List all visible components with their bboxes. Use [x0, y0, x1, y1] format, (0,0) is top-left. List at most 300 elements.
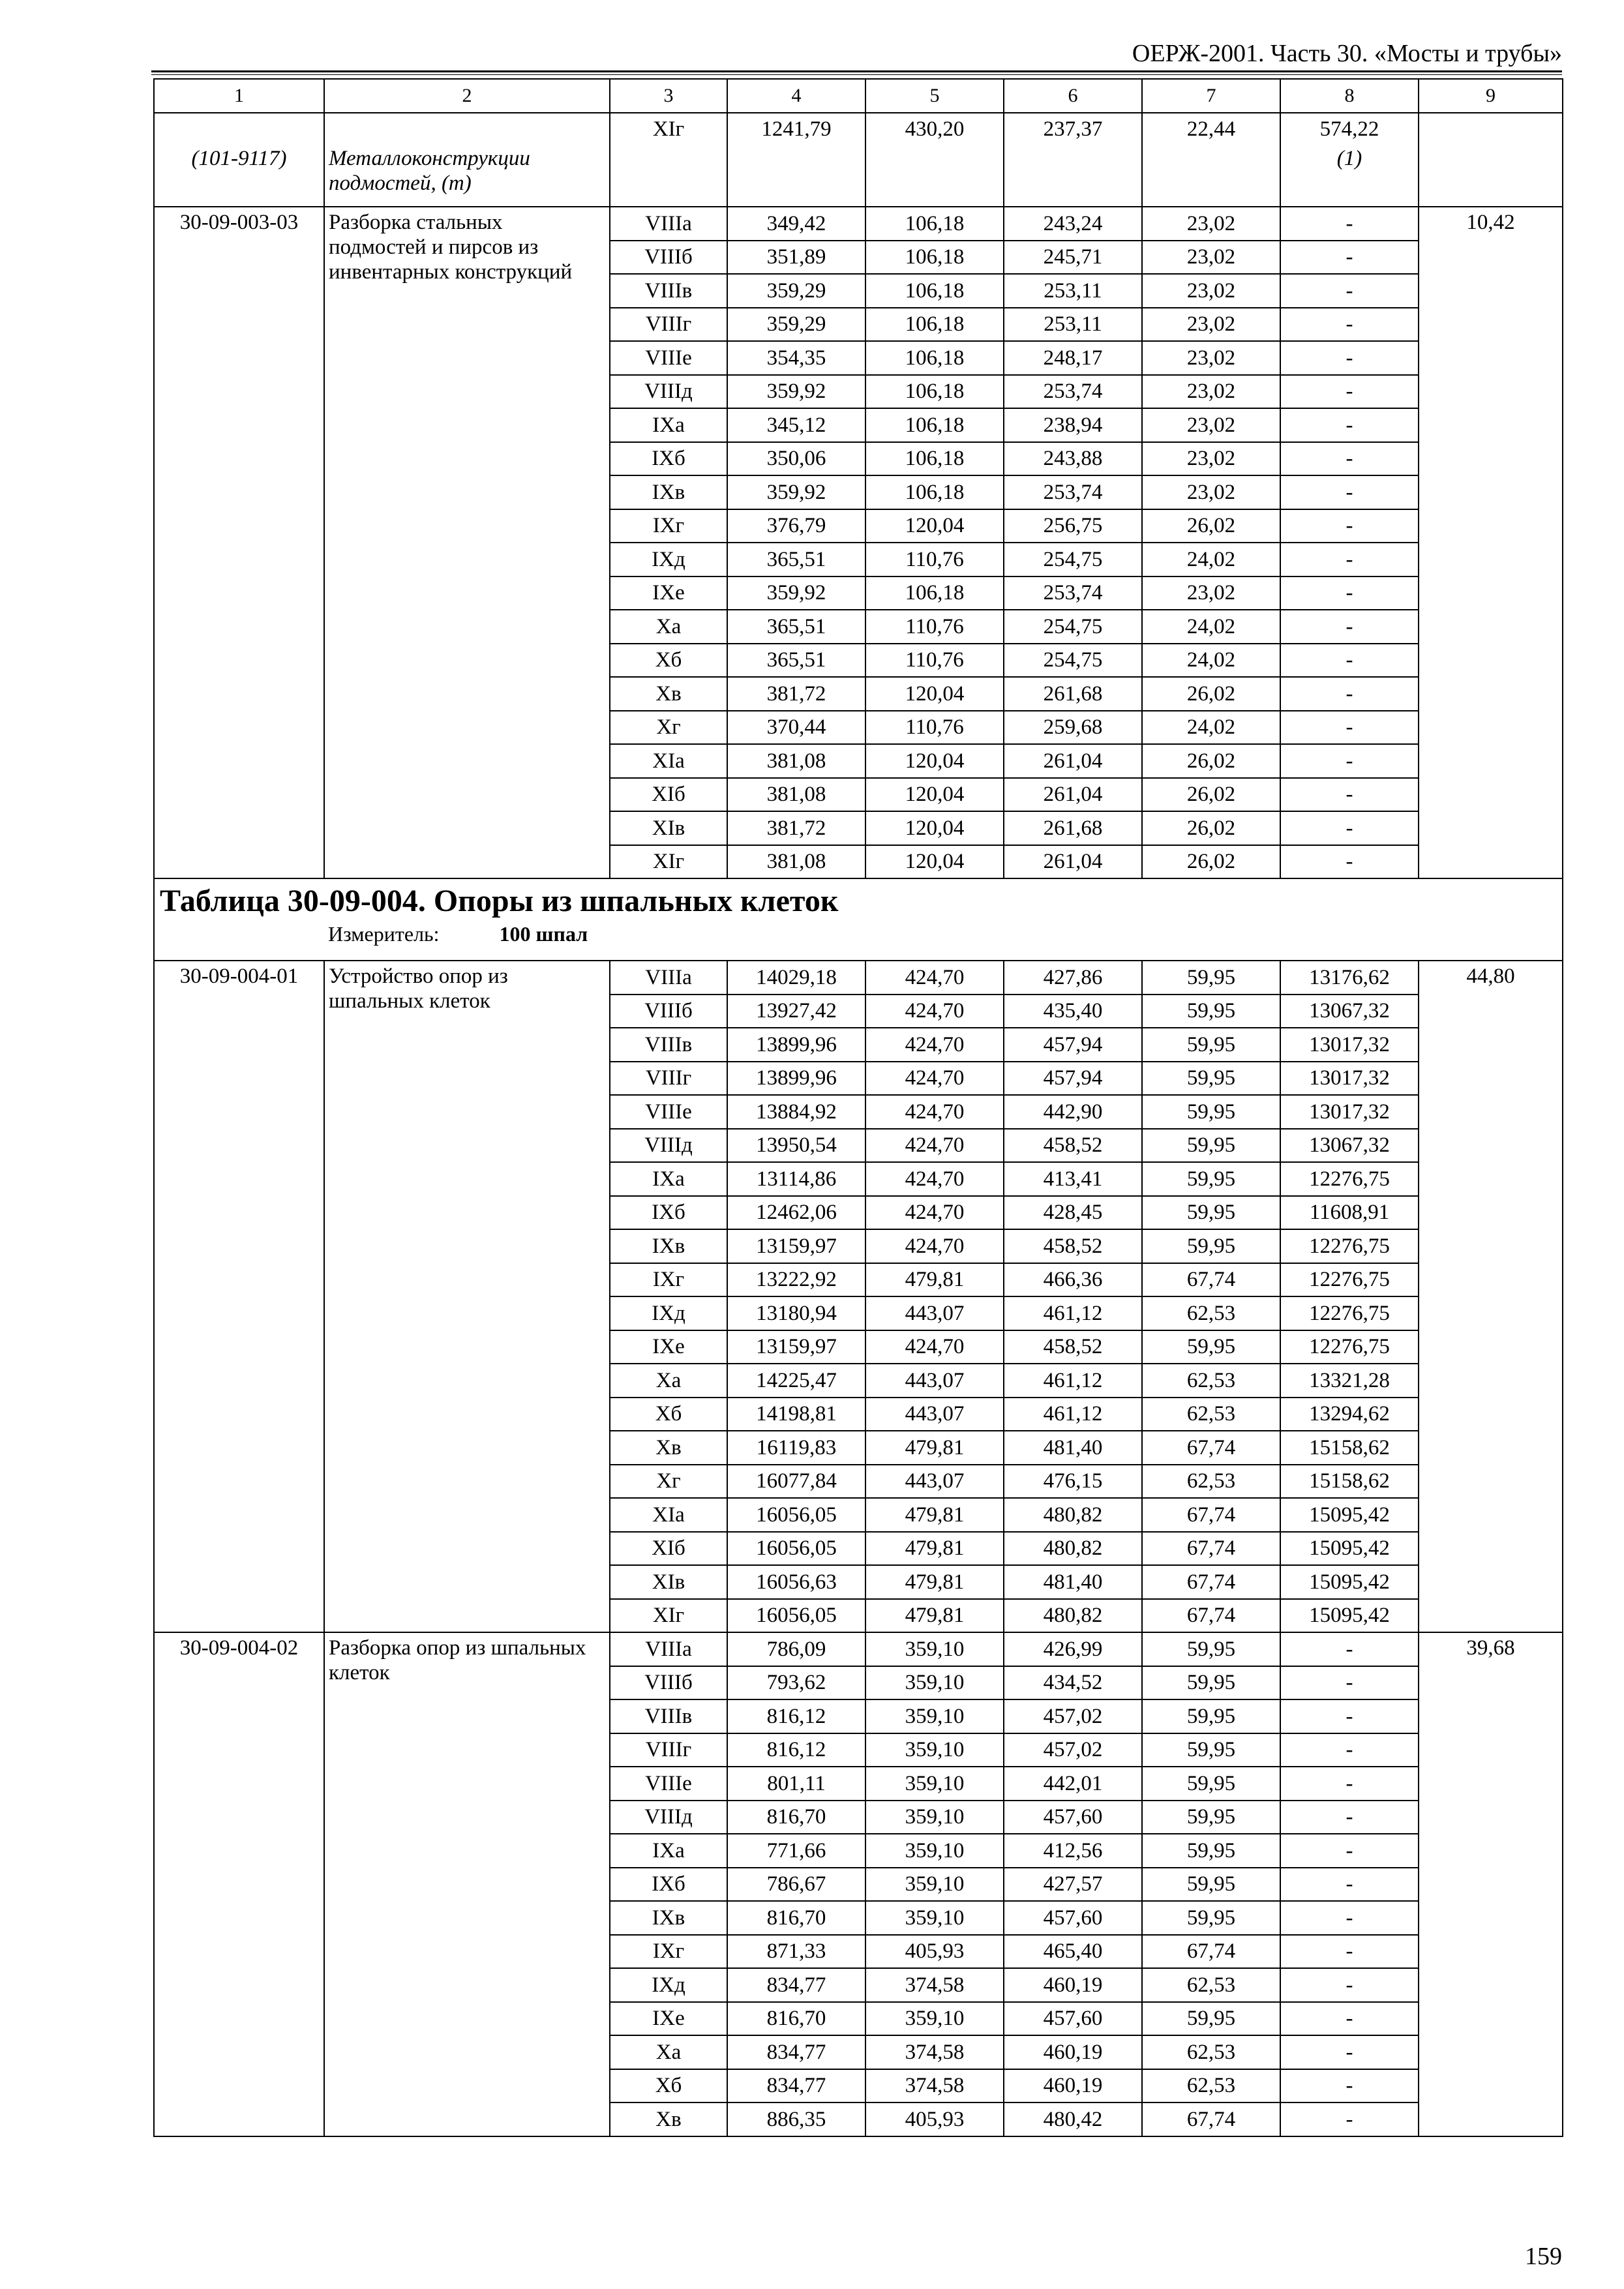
value-cell: 106,18	[865, 241, 1004, 275]
value-cell: 254,75	[1004, 610, 1142, 644]
value-cell: 381,72	[727, 677, 865, 711]
value-cell: -	[1280, 1632, 1419, 1666]
value-cell: 106,18	[865, 408, 1004, 442]
value-cell: 26,02	[1142, 509, 1280, 543]
value-cell: 106,18	[865, 274, 1004, 308]
zone-cell: Xб	[610, 644, 727, 678]
value-cell: 15095,42	[1280, 1498, 1419, 1532]
value-cell: 26,02	[1142, 811, 1280, 845]
value-cell: 261,68	[1004, 677, 1142, 711]
zone-cell: IXе	[610, 2002, 727, 2036]
value-cell: 435,40	[1004, 995, 1142, 1028]
column-number-row	[154, 79, 1563, 113]
value-cell: 261,04	[1004, 778, 1142, 812]
value-cell: 16056,05	[727, 1599, 865, 1633]
table-title-row	[154, 878, 1563, 961]
value-cell: 15158,62	[1280, 1431, 1419, 1465]
value-cell: 23,02	[1142, 576, 1280, 610]
column-number: 2	[324, 79, 610, 113]
value-cell: 110,76	[865, 644, 1004, 678]
value-cell: 67,74	[1142, 1263, 1280, 1297]
value-cell: 424,70	[865, 1095, 1004, 1129]
value-cell: -	[1280, 308, 1419, 342]
value-cell: 359,10	[865, 2002, 1004, 2036]
value-cell: 816,70	[727, 2002, 865, 2036]
zone-cell: IXг	[610, 1935, 727, 1969]
value-cell: 59,95	[1142, 1062, 1280, 1096]
rate-code: 30-09-004-02	[154, 1632, 324, 2136]
value-cell: 480,82	[1004, 1532, 1142, 1566]
value-cell: 359,10	[865, 1901, 1004, 1935]
zone-cell: IXб	[610, 1868, 727, 1902]
value-cell: 254,75	[1004, 543, 1142, 576]
value-cell: 816,12	[727, 1699, 865, 1733]
value-cell: 59,95	[1142, 2002, 1280, 2036]
column-number: 4	[727, 79, 865, 113]
value-cell: 480,82	[1004, 1599, 1142, 1633]
value-cell: 120,04	[865, 845, 1004, 879]
zone-cell: XIг	[610, 1599, 727, 1633]
value-cell: 120,04	[865, 509, 1004, 543]
value-cell: 245,71	[1004, 241, 1142, 275]
value-cell: 13321,28	[1280, 1364, 1419, 1398]
value-cell: 62,53	[1142, 1364, 1280, 1398]
zone-cell: Xб	[610, 2069, 727, 2103]
value-cell: -	[1280, 778, 1419, 812]
value-cell: 479,81	[865, 1431, 1004, 1465]
value-cell: 443,07	[865, 1398, 1004, 1431]
value-cell: 442,01	[1004, 1767, 1142, 1801]
value-cell: 480,82	[1004, 1498, 1142, 1532]
value-cell: 365,51	[727, 610, 865, 644]
value-cell: 59,95	[1142, 961, 1280, 995]
value-cell: 359,92	[727, 576, 865, 610]
value-cell: 443,07	[865, 1364, 1004, 1398]
value-cell: 106,18	[865, 442, 1004, 476]
column-number: 8	[1280, 79, 1419, 113]
zone-cell: VIIIе	[610, 1095, 727, 1129]
zone-cell: IXд	[610, 1296, 727, 1330]
value-cell: 256,75	[1004, 509, 1142, 543]
zone-cell: VIIIб	[610, 241, 727, 275]
value-cell: 430,20	[865, 113, 1004, 145]
value-cell: 479,81	[865, 1565, 1004, 1599]
zone-cell: Xа	[610, 2035, 727, 2069]
zone-cell: IXг	[610, 1263, 727, 1297]
value-cell: -	[1280, 1666, 1419, 1700]
value-cell: 479,81	[865, 1498, 1004, 1532]
value-cell: 15095,42	[1280, 1532, 1419, 1566]
value-cell: 248,17	[1004, 341, 1142, 375]
value-cell: 26,02	[1142, 845, 1280, 879]
value-cell: 59,95	[1142, 1095, 1280, 1129]
value-cell: -	[1280, 2069, 1419, 2103]
value-cell: 443,07	[865, 1296, 1004, 1330]
value-cell: 816,70	[727, 1801, 865, 1834]
value-cell: 67,74	[1142, 1599, 1280, 1633]
value-cell: 786,67	[727, 1868, 865, 1902]
value-cell: 481,40	[1004, 1431, 1142, 1465]
zone-cell: IXб	[610, 1196, 727, 1230]
labor-cost-cell: 39,68	[1419, 1632, 1563, 2136]
value-cell: 12462,06	[727, 1196, 865, 1230]
value-cell: 461,12	[1004, 1296, 1142, 1330]
value-cell: 237,37	[1004, 113, 1142, 145]
value-cell: 457,94	[1004, 1028, 1142, 1062]
value-cell: 457,60	[1004, 1901, 1142, 1935]
value-cell: -	[1280, 2102, 1419, 2136]
value-cell: 243,24	[1004, 207, 1142, 241]
value-cell: 460,19	[1004, 2035, 1142, 2069]
table-title-cell	[154, 878, 1563, 961]
value-cell: 253,74	[1004, 375, 1142, 409]
value-cell: 365,51	[727, 543, 865, 576]
value-cell: 376,79	[727, 509, 865, 543]
material-row	[154, 113, 1563, 145]
value-cell: 350,06	[727, 442, 865, 476]
value-cell: 424,70	[865, 961, 1004, 995]
value-cell: 480,42	[1004, 2102, 1142, 2136]
zone-cell: XIг	[610, 845, 727, 879]
zone-cell: IXб	[610, 442, 727, 476]
table-row	[154, 961, 1563, 995]
rate-code: 30-09-004-01	[154, 961, 324, 1632]
column-number: 3	[610, 79, 727, 113]
zone-cell: VIIIе	[610, 1767, 727, 1801]
zone-cell: IXа	[610, 1162, 727, 1196]
zone-cell: IXд	[610, 1968, 727, 2002]
value-cell: -	[1280, 711, 1419, 745]
value-cell: 62,53	[1142, 2069, 1280, 2103]
zone-cell: XIа	[610, 1498, 727, 1532]
measure-value: 100 шпал	[499, 922, 588, 946]
value-cell: 13159,97	[727, 1330, 865, 1364]
value-cell: 13017,32	[1280, 1095, 1419, 1129]
rate-code: 30-09-003-03	[154, 207, 324, 878]
value-cell: 13899,96	[727, 1062, 865, 1096]
zone-cell: XIб	[610, 778, 727, 812]
value-cell: 816,12	[727, 1733, 865, 1767]
value-cell: -	[1280, 207, 1419, 241]
column-number: 5	[865, 79, 1004, 113]
value-cell: 16077,84	[727, 1465, 865, 1499]
value-cell: 59,95	[1142, 1229, 1280, 1263]
value-cell: -	[1280, 644, 1419, 678]
value-cell: 24,02	[1142, 610, 1280, 644]
value-cell: 26,02	[1142, 677, 1280, 711]
value-cell: 771,66	[727, 1834, 865, 1868]
value-cell: -	[1280, 442, 1419, 476]
value-cell: -	[1280, 1733, 1419, 1767]
value-cell: -	[1280, 576, 1419, 610]
value-cell: -	[1280, 1801, 1419, 1834]
zone-cell: VIIIе	[610, 341, 727, 375]
zone-cell: VIIIв	[610, 1699, 727, 1733]
value-cell: 345,12	[727, 408, 865, 442]
zone-cell: XIв	[610, 811, 727, 845]
zone-cell: Xв	[610, 1431, 727, 1465]
value-cell: 13067,32	[1280, 1129, 1419, 1163]
value-cell: 23,02	[1142, 274, 1280, 308]
zone-cell: VIIIв	[610, 1028, 727, 1062]
value-cell: 59,95	[1142, 1868, 1280, 1902]
value-cell: 13180,94	[727, 1296, 865, 1330]
value-cell: 424,70	[865, 1062, 1004, 1096]
value-cell: -	[1280, 1767, 1419, 1801]
value-cell: -	[1280, 845, 1419, 879]
value-cell: 12276,75	[1280, 1296, 1419, 1330]
value-cell: 424,70	[865, 1028, 1004, 1062]
value-cell: 67,74	[1142, 1565, 1280, 1599]
value-cell: 359,10	[865, 1733, 1004, 1767]
value-cell: 886,35	[727, 2102, 865, 2136]
value-cell: 106,18	[865, 341, 1004, 375]
zone-cell: IXа	[610, 408, 727, 442]
column-number: 9	[1419, 79, 1563, 113]
zone-cell: VIIIв	[610, 274, 727, 308]
value-cell: 59,95	[1142, 1767, 1280, 1801]
value-cell: 16056,63	[727, 1565, 865, 1599]
value-cell: -	[1280, 1935, 1419, 1969]
zone-cell: VIIIд	[610, 1801, 727, 1834]
value-cell: 359,92	[727, 375, 865, 409]
rates-table	[153, 78, 1563, 2137]
zone-cell: Xв	[610, 2102, 727, 2136]
value-cell: 13884,92	[727, 1095, 865, 1129]
value-cell: 59,95	[1142, 1666, 1280, 1700]
value-cell: 834,77	[727, 2035, 865, 2069]
value-cell: 424,70	[865, 1162, 1004, 1196]
value-cell: 106,18	[865, 475, 1004, 509]
value-cell: 16119,83	[727, 1431, 865, 1465]
column-number: 7	[1142, 79, 1280, 113]
zone-cell: Xб	[610, 1398, 727, 1431]
value-cell: 457,60	[1004, 2002, 1142, 2036]
zone-cell: XIг	[610, 113, 727, 145]
value-cell: 259,68	[1004, 711, 1142, 745]
value-cell: 374,58	[865, 2069, 1004, 2103]
value-cell: 15158,62	[1280, 1465, 1419, 1499]
value-cell: 62,53	[1142, 1398, 1280, 1431]
value-cell: 424,70	[865, 1196, 1004, 1230]
zone-cell: IXв	[610, 1229, 727, 1263]
value-cell: 13294,62	[1280, 1398, 1419, 1431]
value-cell: 62,53	[1142, 1968, 1280, 2002]
value-cell: 13222,92	[727, 1263, 865, 1297]
value-cell: 13017,32	[1280, 1028, 1419, 1062]
column-number: 6	[1004, 79, 1142, 113]
zone-cell: IXв	[610, 475, 727, 509]
value-cell: -	[1280, 1968, 1419, 2002]
value-cell: 457,94	[1004, 1062, 1142, 1096]
value-cell: 23,02	[1142, 207, 1280, 241]
value-cell: 476,15	[1004, 1465, 1142, 1499]
value-cell: 12276,75	[1280, 1330, 1419, 1364]
value-cell: 23,02	[1142, 341, 1280, 375]
value-cell: 365,51	[727, 644, 865, 678]
value-cell: 110,76	[865, 711, 1004, 745]
value-cell: 59,95	[1142, 1733, 1280, 1767]
value-cell: 254,75	[1004, 644, 1142, 678]
value-cell: 12276,75	[1280, 1263, 1419, 1297]
value-cell: 67,74	[1142, 1431, 1280, 1465]
resource-name: Металлоконструкции подмостей, (т)	[324, 145, 610, 207]
value-cell: 460,19	[1004, 1968, 1142, 2002]
value-cell: 834,77	[727, 2069, 865, 2103]
value-cell: 120,04	[865, 677, 1004, 711]
value-cell: 15095,42	[1280, 1599, 1419, 1633]
value-cell: 793,62	[727, 1666, 865, 1700]
value-cell: 458,52	[1004, 1330, 1142, 1364]
zone-cell: VIIIг	[610, 1733, 727, 1767]
value-cell: 351,89	[727, 241, 865, 275]
value-cell: 13950,54	[727, 1129, 865, 1163]
value-cell: 458,52	[1004, 1129, 1142, 1163]
value-cell: 427,86	[1004, 961, 1142, 995]
rate-name: Разборка опор из шпальных клеток	[324, 1632, 610, 2136]
value-cell: 67,74	[1142, 1532, 1280, 1566]
value-cell: 120,04	[865, 744, 1004, 778]
zone-cell: VIIIб	[610, 1666, 727, 1700]
value-cell: 13176,62	[1280, 961, 1419, 995]
value-cell: 16056,05	[727, 1498, 865, 1532]
value-cell: 110,76	[865, 543, 1004, 576]
value-cell: 120,04	[865, 811, 1004, 845]
value-cell: 479,81	[865, 1532, 1004, 1566]
rate-name: Разборка стальных подмостей и пирсов из инвентарных конструкций	[324, 207, 610, 878]
value-cell: 12276,75	[1280, 1162, 1419, 1196]
zone-cell: Xв	[610, 677, 727, 711]
value-cell: -	[1280, 274, 1419, 308]
value-cell: 23,02	[1142, 408, 1280, 442]
value-cell: 62,53	[1142, 1465, 1280, 1499]
value-cell: 106,18	[865, 375, 1004, 409]
value-cell: 243,88	[1004, 442, 1142, 476]
rates-table-body	[154, 79, 1563, 2136]
value-cell: 1241,79	[727, 113, 865, 145]
value-cell: 461,12	[1004, 1398, 1142, 1431]
value-cell: 12276,75	[1280, 1229, 1419, 1263]
value-cell: 13927,42	[727, 995, 865, 1028]
value-cell: 59,95	[1142, 1129, 1280, 1163]
value-cell: 253,74	[1004, 475, 1142, 509]
value-cell: 359,92	[727, 475, 865, 509]
value-cell: 67,74	[1142, 1498, 1280, 1532]
value-cell: 443,07	[865, 1465, 1004, 1499]
value-cell: 26,02	[1142, 778, 1280, 812]
value-cell: 458,52	[1004, 1229, 1142, 1263]
value-cell: -	[1280, 811, 1419, 845]
value-cell: 13067,32	[1280, 995, 1419, 1028]
value-cell: 15095,42	[1280, 1565, 1419, 1599]
value-cell: 14198,81	[727, 1398, 865, 1431]
value-cell: 23,02	[1142, 475, 1280, 509]
zone-cell: VIIIд	[610, 1129, 727, 1163]
value-cell: 359,10	[865, 1834, 1004, 1868]
value-cell: -	[1280, 475, 1419, 509]
zone-cell: VIIIа	[610, 207, 727, 241]
value-cell: 405,93	[865, 2102, 1004, 2136]
value-cell: 349,42	[727, 207, 865, 241]
value-cell: 16056,05	[727, 1532, 865, 1566]
value-cell: -	[1280, 509, 1419, 543]
value-cell: 413,41	[1004, 1162, 1142, 1196]
value-cell: -	[1280, 543, 1419, 576]
value-cell: -	[1280, 677, 1419, 711]
labor-cost-cell: 10,42	[1419, 207, 1563, 878]
value-cell: 106,18	[865, 576, 1004, 610]
value-cell: 59,95	[1142, 1901, 1280, 1935]
table-row	[154, 207, 1563, 241]
value-cell: 479,81	[865, 1599, 1004, 1633]
value-cell: 59,95	[1142, 1196, 1280, 1230]
value-cell: 22,44	[1142, 113, 1280, 145]
value-cell: 59,95	[1142, 995, 1280, 1028]
zone-cell: IXг	[610, 509, 727, 543]
running-header: ОЕРЖ-2001. Часть 30. «Мосты и трубы»	[1132, 40, 1562, 67]
zone-cell: IXд	[610, 543, 727, 576]
zone-cell: Xг	[610, 1465, 727, 1499]
zone-cell: VIIIб	[610, 995, 727, 1028]
value-cell: -	[1280, 1868, 1419, 1902]
value-cell: 426,99	[1004, 1632, 1142, 1666]
value-cell: 460,19	[1004, 2069, 1142, 2103]
value-cell: 816,70	[727, 1901, 865, 1935]
value-cell: 120,04	[865, 778, 1004, 812]
value-cell: 253,11	[1004, 274, 1142, 308]
value-cell: 26,02	[1142, 744, 1280, 778]
value-cell: 434,52	[1004, 1666, 1142, 1700]
value-cell: -	[1280, 241, 1419, 275]
value-cell: 106,18	[865, 308, 1004, 342]
value-cell: 457,02	[1004, 1733, 1142, 1767]
measure-label: Измеритель:	[328, 922, 440, 946]
zone-cell: IXе	[610, 1330, 727, 1364]
value-cell: 424,70	[865, 995, 1004, 1028]
value-cell: 59,95	[1142, 1834, 1280, 1868]
value-cell: 23,02	[1142, 375, 1280, 409]
value-cell: 424,70	[865, 1129, 1004, 1163]
value-cell: 428,45	[1004, 1196, 1142, 1230]
value-cell: 424,70	[865, 1330, 1004, 1364]
value-cell: 381,08	[727, 845, 865, 879]
value-cell: 59,95	[1142, 1801, 1280, 1834]
value-cell: 442,90	[1004, 1095, 1142, 1129]
value-cell: 457,60	[1004, 1801, 1142, 1834]
zone-cell: VIIIд	[610, 375, 727, 409]
zone-cell: VIIIа	[610, 961, 727, 995]
table-title: Таблица 30-09-004. Опоры из шпальных клеток	[160, 884, 839, 918]
value-cell: 381,08	[727, 778, 865, 812]
value-cell: 871,33	[727, 1935, 865, 1969]
material-row-caption	[154, 145, 1563, 207]
value-cell: 261,04	[1004, 744, 1142, 778]
rate-name: Устройство опор из шпальных клеток	[324, 961, 610, 1632]
zone-cell: XIв	[610, 1565, 727, 1599]
value-cell: -	[1280, 610, 1419, 644]
value-cell: 801,11	[727, 1767, 865, 1801]
value-cell: 370,44	[727, 711, 865, 745]
measure-unit-line	[328, 921, 1557, 947]
value-cell: 24,02	[1142, 644, 1280, 678]
value-cell: -	[1280, 2002, 1419, 2036]
value-cell: 59,95	[1142, 1632, 1280, 1666]
value-cell: 461,12	[1004, 1364, 1142, 1398]
value-cell: 427,57	[1004, 1868, 1142, 1902]
labor-cost-cell: 44,80	[1419, 961, 1563, 1632]
page-number: 159	[1525, 2243, 1562, 2270]
value-cell: 23,02	[1142, 442, 1280, 476]
